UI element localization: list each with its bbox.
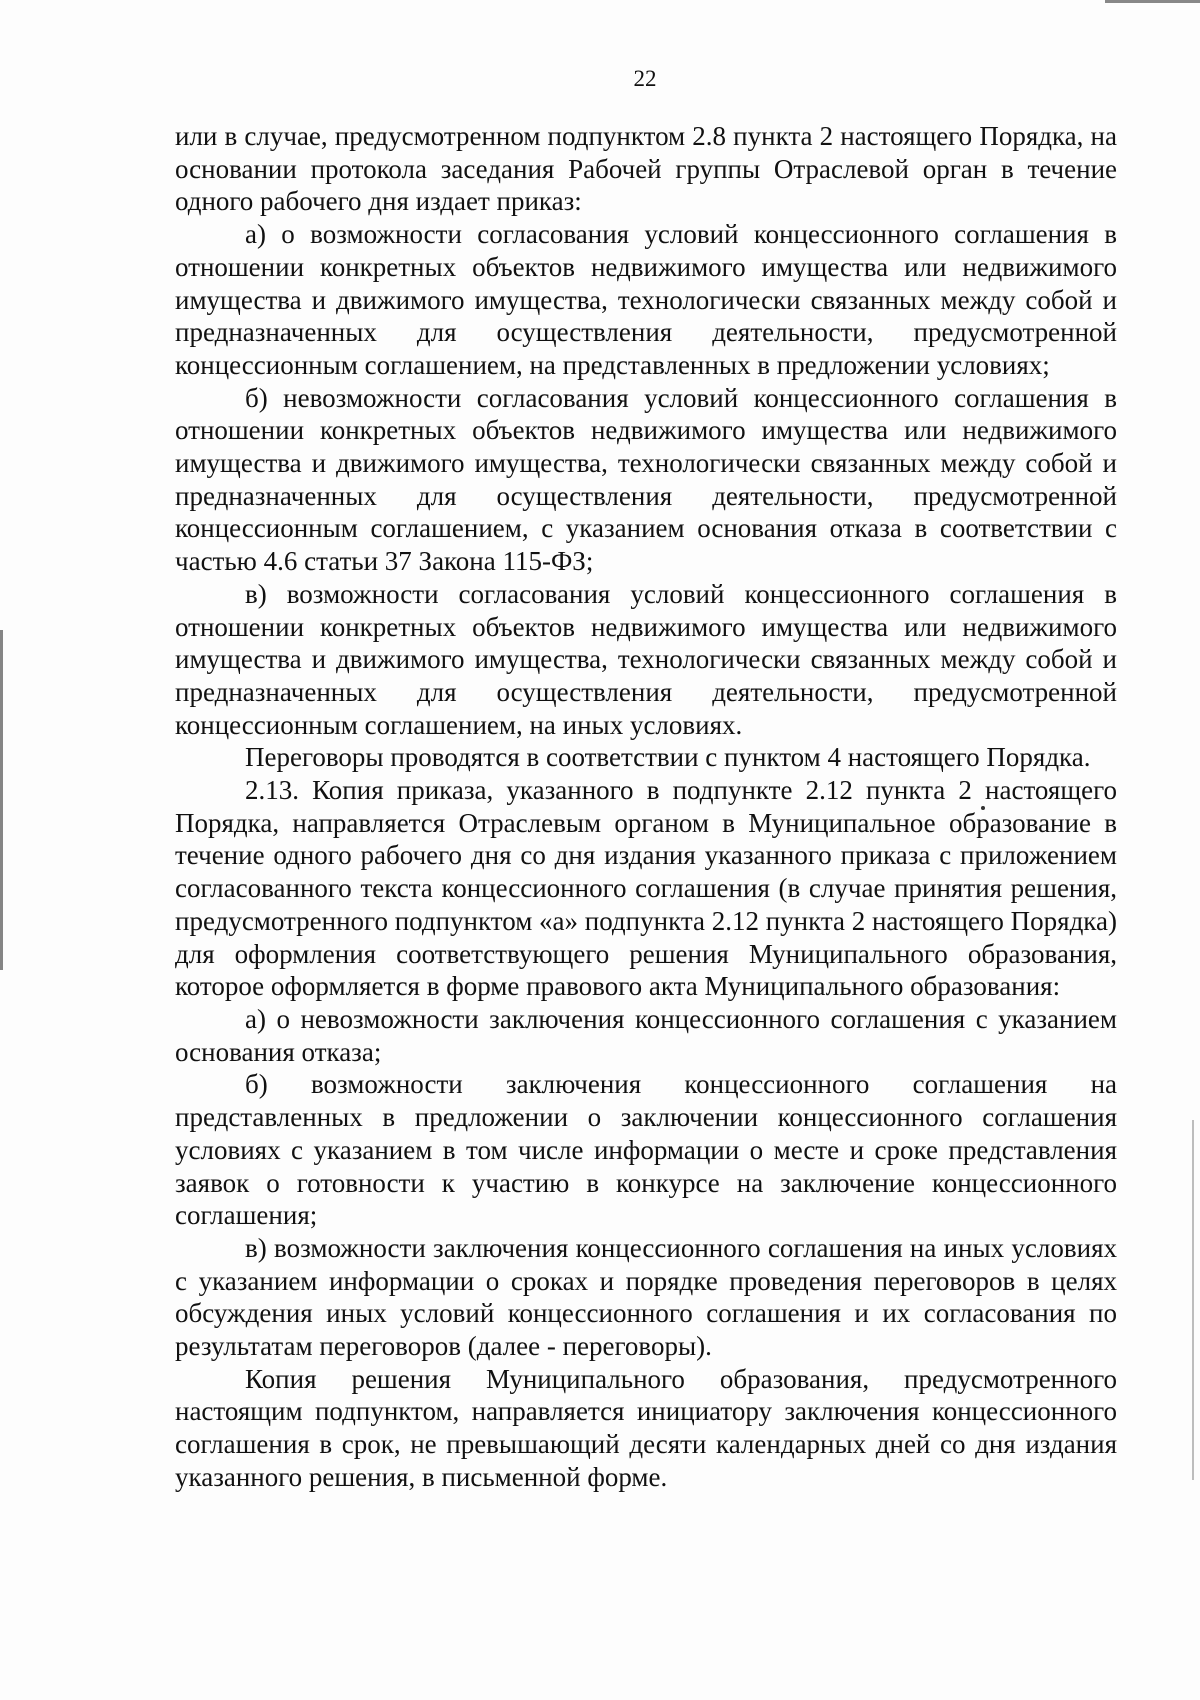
- paragraph-decision-a: а) о невозможности заключения концессионного соглашения с указанием основания отказа;: [175, 1003, 1117, 1067]
- paragraph-item-b: б) невозможности согласования условий концессионного соглашения в отношении конкретных объектов недвижимого имущества или недвижимого имущества и движимого имущества, технологически связанных между собой и предназначенных для осуществления деятельности, предусмотренной концессионным соглашением, с указанием основания отказа в соответствии с частью 4.6 статьи 37 Закона 115-ФЗ;: [175, 382, 1117, 577]
- paragraph-item-v: в) возможности согласования условий концессионного соглашения в отношении конкретных объектов недвижимого имущества или недвижимого имущества и движимого имущества, технологически связанных между собой и предназначенных для осуществления деятельности, предусмотренной концессионным соглашением, на иных условиях.: [175, 578, 1117, 740]
- paragraph-2-13: 2.13. Копия приказа, указанного в подпункте 2.12 пункта 2 настоящего Порядка, направляется Отраслевым органом в Муниципальное образование в течение одного рабочего дня со дня издания указанного приказа с приложением согласованного текста концессионного соглашения (в случае принятия решения, предусмотренного подпунктом «а» подпункта 2.12 пункта 2 настоящего Порядка) для оформления соответствующего решения Муниципального образования, которое оформляется в форме правового акта Муниципального образования:: [175, 775, 1117, 1002]
- scan-edge-artifact-left: [0, 630, 3, 970]
- paragraph-continuation: или в случае, предусмотренном подпунктом 2.8 пункта 2 настоящего Порядка, на основании протокола заседания Рабочей группы Отраслевой орган в течение одного рабочего дня издает приказ:: [175, 121, 1117, 217]
- paragraph-item-a: а) о возможности согласования условий концессионного соглашения в отношении конкретных объектов недвижимого имущества или недвижимого имущества и движимого имущества, технологически связанных между собой и предназначенных для осуществления деятельности, предусмотренной концессионным соглашением, на представленных в предложении условиях;: [175, 219, 1117, 380]
- scan-edge-artifact-top: [1105, 0, 1200, 3]
- scan-edge-artifact-right: [1192, 1120, 1194, 1480]
- paragraph-negotiations: Переговоры проводятся в соответствии с пунктом 4 настоящего Порядка.: [245, 742, 1091, 773]
- page-number: 22: [633, 66, 657, 91]
- document-body: [175, 120, 1117, 1494]
- paragraph-copy-of-decision: Копия решения Муниципального образования, предусмотренного настоящим подпунктом, направляется инициатору заключения концессионного соглашения в срок, не превышающий десяти календарных дней со дня издания указанного решения, в письменной форме.: [175, 1363, 1117, 1492]
- paragraph-decision-v: в) возможности заключения концессионного соглашения на иных условиях с указанием информации о сроках и порядке проведения переговоров в целях обсуждения иных условий концессионного соглашения и их согласования по результатам переговоров (далее - переговоры).: [175, 1232, 1117, 1362]
- paragraph-decision-b: б) возможности заключения концессионного соглашения на представленных в предложении о заключении концессионного соглашения условиях с указанием в том числе информации о месте и сроке представления заявок о готовности к участию в конкурсе на заключение концессионного соглашения;: [175, 1069, 1117, 1231]
